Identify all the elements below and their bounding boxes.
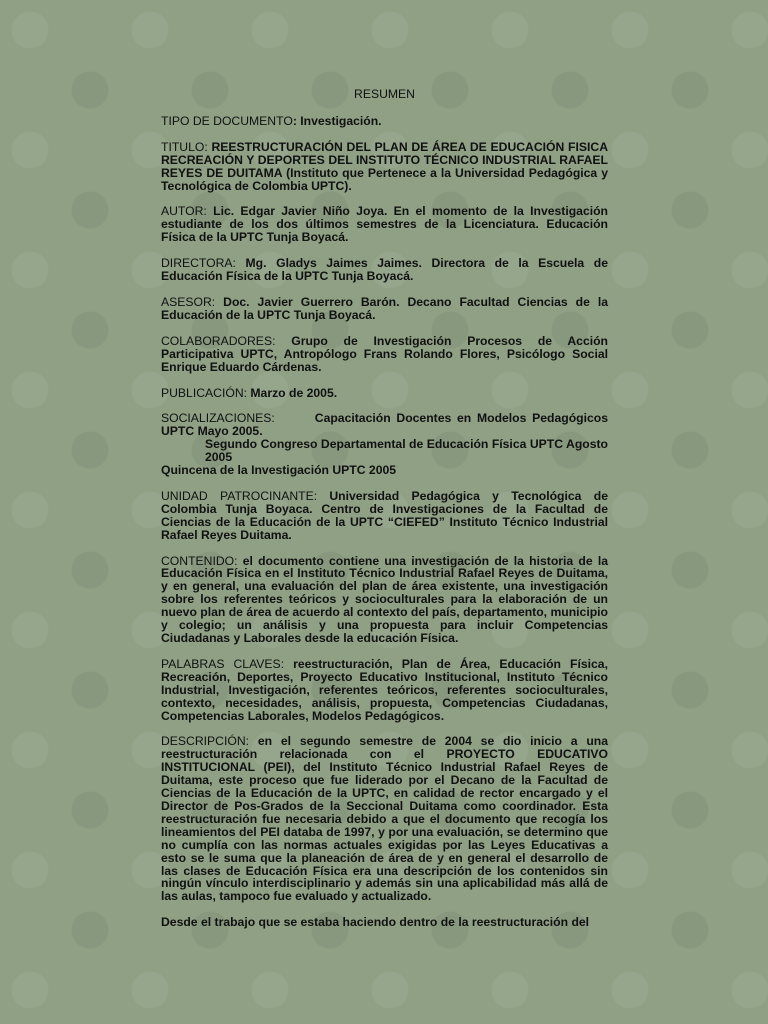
socializaciones	[161, 412, 608, 477]
ultimo-parrafo: Desde el trabajo que se estaba haciendo dentro de la reestructuración del	[161, 915, 590, 930]
colaboradores-label: COLABORADORES:	[161, 333, 276, 348]
unidad-patrocinante	[161, 490, 608, 542]
asesor-value: Doc. Javier Guerrero Barón. Decano Facultad Ciencias de la Educación de la UPTC Tunja Boyacá.	[161, 294, 608, 322]
directora	[161, 257, 608, 283]
titulo-value: REESTRUCTURACIÓN DEL PLAN DE ÁREA DE EDUCACIÓN FISICA RECREACIÓN Y DEPORTES DEL INSTITUTO TÉCNICO INDUSTRIAL RAFAEL REYES DE DUITAMA (Instituto que Pertenece a la Universidad Pedagógica y Tecnológica de Colombia UPTC).	[161, 139, 608, 193]
colaboradores	[161, 335, 608, 374]
palabras-claves	[161, 658, 608, 723]
tipo-sep: :	[292, 113, 297, 128]
directora-value: Mg. Gladys Jaimes Jaimes. Directora de la Escuela de Educación Física de la UPTC Tunja Boyacá.	[161, 256, 608, 284]
autor-value: Lic. Edgar Javier Niño Joya. En el momento de la Investigación estudiante de los dos últimos semestres de la Licenciatura. Educación Física de la UPTC Tunja Boyacá.	[161, 204, 608, 245]
autor-label: AUTOR:	[161, 204, 207, 219]
document-page	[161, 88, 608, 942]
contenido-value: el documento contiene una investigación de la historia de la Educación Física en el Instituto Técnico Industrial Rafael Reyes de Duitama, y en general, una evaluación del plan de área existente, una investigación sobre los referentes teóricos y socioculturales para la elaboración de un nuevo plan de área de acuerdo al contexto del país, departamento, municipio y colegio; un análisis y una propuesta para incluir Competencias Ciudadanas y Laborales desde la educación Física.	[161, 553, 608, 645]
tipo-label: TIPO DE DOCUMENTO	[161, 113, 293, 128]
palabras-value: reestructuración, Plan de Área, Educación Física, Recreación, Deportes, Proyecto Educativo Institucional, Instituto Técnico Industrial, Investigación, referentes teóricos, referentes socioculturales, contexto, necesidades, análisis, propuesta, Competencias Ciudadanas, Competencias Laborales, Modelos Pedagógicos.	[161, 656, 608, 723]
publicacion-label: PUBLICACIÓN:	[161, 385, 248, 400]
descripcion	[161, 735, 608, 903]
tipo-documento	[161, 115, 608, 128]
publicacion-value: Marzo de 2005.	[247, 385, 338, 400]
contenido	[161, 555, 608, 645]
document-title: RESUMEN	[354, 87, 415, 101]
contenido-label: CONTENIDO:	[161, 553, 238, 568]
directora-label: DIRECTORA:	[161, 256, 236, 271]
socializacion-item-2: Segundo Congreso Departamental de Educación Física UPTC Agosto 2005	[205, 437, 608, 465]
publicacion	[161, 387, 608, 400]
unidad-value: Universidad Pedagógica y Tecnológica de Colombia Tunja Boyaca. Centro de Investigaciones de la Facultad de Ciencias de la Educación de la UPTC “CIEFED” Instituto Técnico Industrial Rafael Reyes Duitama.	[161, 488, 608, 542]
unidad-label: UNIDAD PATROCINANTE:	[161, 488, 318, 503]
asesor	[161, 296, 608, 322]
titulo	[161, 141, 608, 193]
socializaciones-label: SOCIALIZACIONES:	[161, 411, 275, 426]
colaboradores-value: Grupo de Investigación Procesos de Acción Participativa UPTC, Antropólogo Frans Rolando Flores, Psicólogo Social Enrique Eduardo Cárdenas.	[161, 333, 608, 374]
socializacion-item-1: Capacitación Docentes en Modelos Pedagógicos UPTC Mayo 2005.	[161, 411, 608, 439]
autor	[161, 205, 608, 244]
palabras-label: PALABRAS CLAVES:	[161, 656, 285, 671]
socializacion-item-3: Quincena de la Investigación UPTC 2005	[161, 463, 397, 478]
descripcion-value: en el segundo semestre de 2004 se dio inicio a una reestructuración relacionada con el PROYECTO EDUCATIVO INSTITUCIONAL (PEI), del Instituto Técnico Industrial Rafael Reyes de Duitama, este proceso que fue liderado por el Decano de la Facultad de Ciencias de la Educación de la UPTC, en calidad de rector encargado y el Director de Pos-Grados de la Seccional Duitama como coordinador. Esta reestructuración fue necesaria debido a que el documento que recogía los lineamientos del PEI databa de 1997, y por una evaluación, se determino que no cumplía con las normas actuales exigidas por las Leyes Educativas a esto se le suma que la planeación de área de y en general el desarrollo de las clases de Educación Física era una descripción de los contenidos sin ningún vínculo interdisciplinario y además sin una aplicabilidad más allá de las aulas, tampoco fue evaluado y actualizado.	[161, 734, 608, 904]
descripcion-label: DESCRIPCIÓN:	[161, 734, 250, 749]
titulo-label: TITULO:	[161, 139, 208, 154]
asesor-label: ASESOR:	[161, 294, 216, 309]
tipo-value: Investigación.	[296, 113, 382, 128]
